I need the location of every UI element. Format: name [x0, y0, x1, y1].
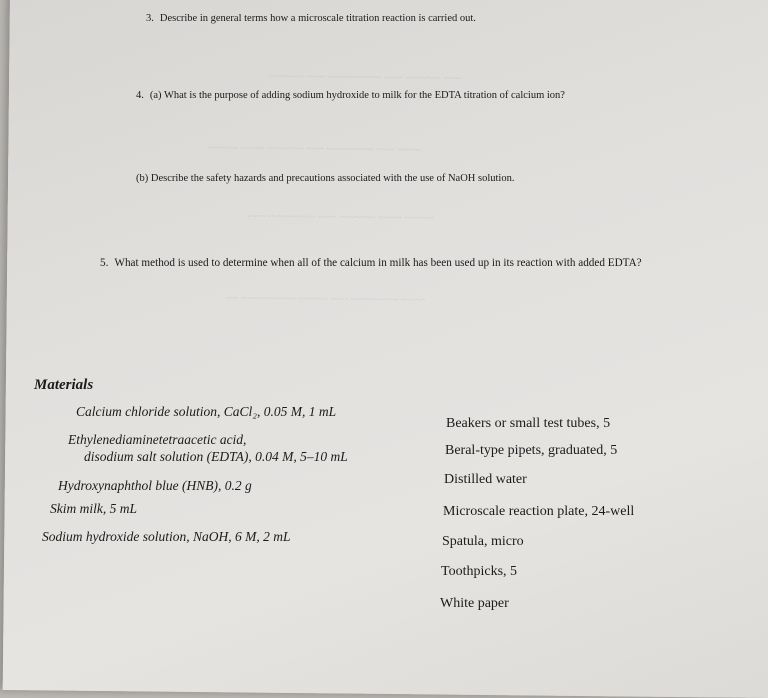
question-text: Describe in general terms how a microscale titration reaction is carried out.: [159, 13, 476, 24]
material-item: Beral-type pipets, graduated, 5: [445, 443, 618, 458]
bleed-through-text: ~~~ ~~~~~~ ~~~ ~~~~~~~~~ ~~~ ~~~~~~: [269, 70, 462, 85]
material-item: Sodium hydroxide solution, NaOH, 6 M, 2 mL: [42, 529, 291, 544]
material-item: White paper: [440, 596, 509, 611]
question-4b: [136, 173, 514, 184]
material-item: Calcium chloride solution, CaCl₂, 0.05 M, 1 mL: [76, 404, 337, 419]
material-item: Spatula, micro: [442, 534, 524, 549]
material-item: Beakers or small test tubes, 5: [446, 416, 611, 431]
bleed-through-text: ~~~~ ~~~~~~~~ ~~~ ~~~~~ ~~~~~~~~~ ~~: [226, 292, 426, 307]
worksheet-page: [3, 0, 768, 698]
material-item: Ethylenediaminetetraacetic acid,: [68, 432, 247, 447]
question-5: [100, 257, 642, 269]
material-item: Microscale reaction plate, 24-well: [443, 504, 635, 519]
bleed-through-text: ~~~~ ~~~ ~~~~~~~~ ~~~ ~~~~~~ ~~~~ ~~~~~: [208, 142, 422, 157]
question-number: 4.: [136, 90, 144, 101]
bleed-through-text: ~~~~~ ~~~~ ~~~~~~ ~~~ ~~~~~~~~ ~~~: [247, 210, 435, 225]
material-item: Toothpicks, 5: [441, 564, 518, 579]
question-text: What method is used to determine when all of the calcium in milk has been used up in its reaction with added EDTA?: [114, 257, 642, 269]
material-item: Distilled water: [444, 472, 527, 487]
question-number: 3.: [146, 13, 154, 24]
question-4a: [136, 90, 565, 101]
question-text: (a) What is the purpose of adding sodium hydroxide to milk for the EDTA titration of calcium ion?: [149, 90, 565, 101]
material-item: disodium salt solution (EDTA), 0.04 M, 5–10 mL: [84, 449, 348, 464]
materials-heading: Materials: [34, 377, 94, 393]
material-item: Skim milk, 5 mL: [50, 501, 137, 516]
question-text: (b) Describe the safety hazards and precautions associated with the use of NaOH solution.: [136, 173, 515, 184]
question-3: [146, 13, 476, 24]
material-item: Hydroxynaphthol blue (HNB), 0.2 g: [58, 478, 252, 493]
question-number: 5.: [100, 257, 109, 269]
